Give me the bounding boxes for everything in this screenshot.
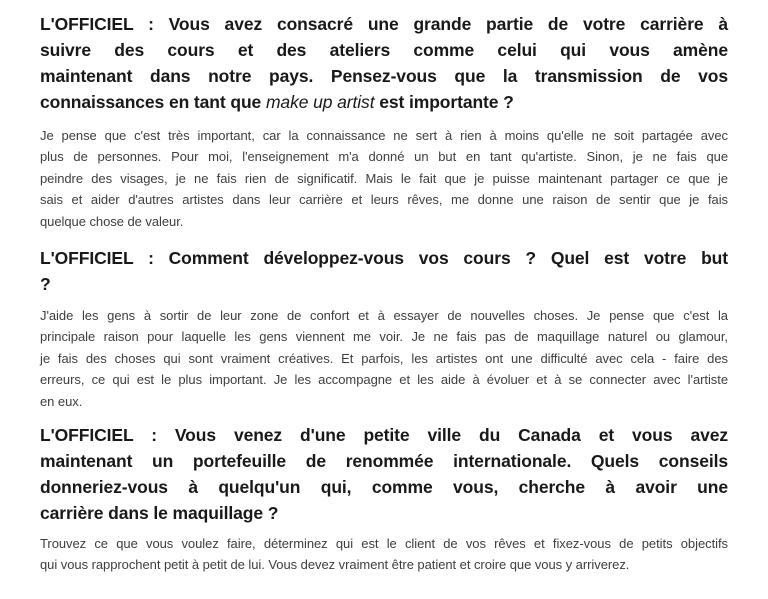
answer-line: qui vous rapprochent petit à petit de lui. Vous devez vraiment être patient et croire que vous y arriverez. [40, 557, 630, 573]
question-line-text: connaissances en tant que [40, 92, 266, 112]
question-line: carrière dans le maquillage ? [40, 503, 279, 524]
question-line: L'OFFICIEL : Vous venez d'une petite ville du Canada et vous avez [40, 425, 728, 446]
answer-line: plus de personnes. Pour moi, l'enseignement m'a donné un but en tant qu'artiste. Sinon, je ne fais que [40, 149, 728, 165]
question-line: suivre des cours et des ateliers comme celui qui vous amène [40, 40, 728, 60]
answer-line: erreurs, ce qui est le plus important. Je les accompagne et les aide à évoluer et à se connecter avec l'artiste [40, 372, 728, 388]
question-line: ? [40, 274, 51, 295]
answer-line: principale raison pour laquelle les gens viennent me voir. Je ne fais pas de maquillage naturel ou glamour, [40, 329, 728, 345]
answer-line: peindre des visages, je ne fais rien de significatif. Mais le fait que je puisse maintenant partager ce que je [40, 170, 728, 186]
question-line: maintenant dans notre pays. Pensez-vous que la transmission de vos [40, 66, 728, 86]
question-block-1 [40, 11, 728, 115]
question-line [40, 89, 728, 115]
answer-block-1 [40, 125, 728, 232]
answer-line: quelque chose de valeur. [40, 213, 184, 229]
question-line: maintenant un portefeuille de renommée internationale. Quels conseils [40, 451, 728, 472]
answer-line: je fais des choses qui sont vraiment créatives. Et parfois, les artistes ont une difficulté avec cela - faire des [40, 350, 728, 366]
question-block-2 [40, 245, 728, 297]
question-line: donneriez-vous à quelqu'un qui, comme vous, cherche à avoir une [40, 477, 728, 498]
question-block-3 [40, 422, 728, 526]
question-line: L'OFFICIEL : Vous avez consacré une grande partie de votre carrière à [40, 14, 728, 34]
answer-line: Je pense que c'est très important, car la connaissance ne sert à rien à moins qu'elle ne soit partagée avec [40, 128, 728, 143]
answer-block-2 [40, 305, 728, 412]
question-line-text: est importante ? [374, 92, 514, 112]
answer-line: J'aide les gens à sortir de leur zone de confort et à essayer de nouvelles choses. Je pense que c'est la [40, 308, 728, 324]
answer-line: sais et aider d'autres artistes dans leur carrière et leurs rêves, me donne une raison de sentir que je fais [40, 192, 728, 208]
answer-line: en eux. [40, 393, 83, 409]
question-line: L'OFFICIEL : Comment développez-vous vos cours ? Quel est votre but [40, 248, 728, 269]
answer-line: Trouvez ce que vous voulez faire, déterminez qui est le client de vos rêves et fixez-vous de petits objectifs [40, 536, 728, 552]
answer-block-3 [40, 533, 728, 576]
italic-term-make-up-artist: make up artist [265, 92, 375, 112]
